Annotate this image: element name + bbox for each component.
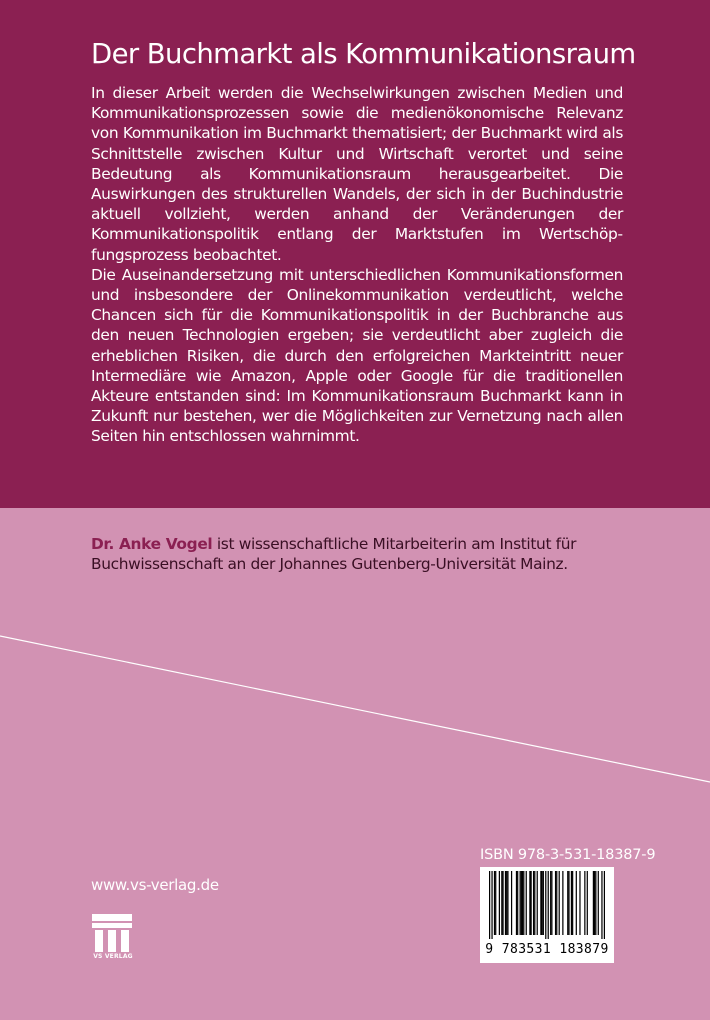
author-name: Dr. Anke Vogel bbox=[91, 535, 213, 553]
author-description: ist wissenschaftliche Mitarbeiterin am Institut für Buchwissenschaft an der Johannes Gutenberg-Universität Mainz. bbox=[91, 535, 577, 574]
abstract-paragraph-1: In dieser Arbeit werden die Wechselwirkungen zwischen Medien und Kommunikationsprozessen sowie die medienökonomische Relevanz von Kommunikation im Buchmarkt thematisiert; der Buchmarkt wird als Schnittstelle zwischen Kultur und Wirtschaft verortet und seine Bedeutung als Kommunikationsraum herausgearbeitet. Die Auswirkungen des strukturellen Wandels, der sich in der Buchindustrie aktuell vollzieht, werden anhand der Veränderungen der Kommunikationspolitik entlang der Marktstufen im Wertschöpfungsprozess beobachtet. bbox=[91, 84, 623, 264]
barcode-bars bbox=[489, 871, 605, 939]
diagonal-divider-line bbox=[0, 630, 710, 790]
cover-top-band bbox=[0, 0, 710, 508]
author-bio bbox=[91, 534, 651, 574]
abstract-paragraph-2: Die Auseinandersetzung mit unterschiedlichen Kommunikationsformen und insbesondere der Onlinekommunikation verdeutlicht, welche Chancen sich für die Kommunikationspolitik in der Buchbranche aus den neuen Technologien ergeben; sie verdeutlicht aber zugleich die erheblichen Risiken, die durch den erfolgreichen Markteintritt neuer Intermediäre wie Amazon, Apple oder Google für die traditionellen Akteure entstanden sind: Im Kommunikationsraum Buchmarkt kann in Zukunft nur bestehen, wer die Möglichkeiten zur Vernetzung nach allen Seiten hin entschlossen wahrnimmt. bbox=[91, 265, 623, 446]
isbn-label: ISBN 978-3-531-18387-9 bbox=[480, 847, 656, 863]
barcode-digits: 9 783531 183879 bbox=[485, 942, 609, 957]
book-abstract bbox=[91, 83, 623, 447]
barcode bbox=[480, 867, 614, 963]
book-title: Der Buchmarkt als Kommunikationsraum bbox=[91, 38, 636, 70]
publisher-url: www.vs-verlag.de bbox=[91, 876, 219, 894]
publisher-logo-text: VS VERLAG bbox=[93, 953, 133, 960]
